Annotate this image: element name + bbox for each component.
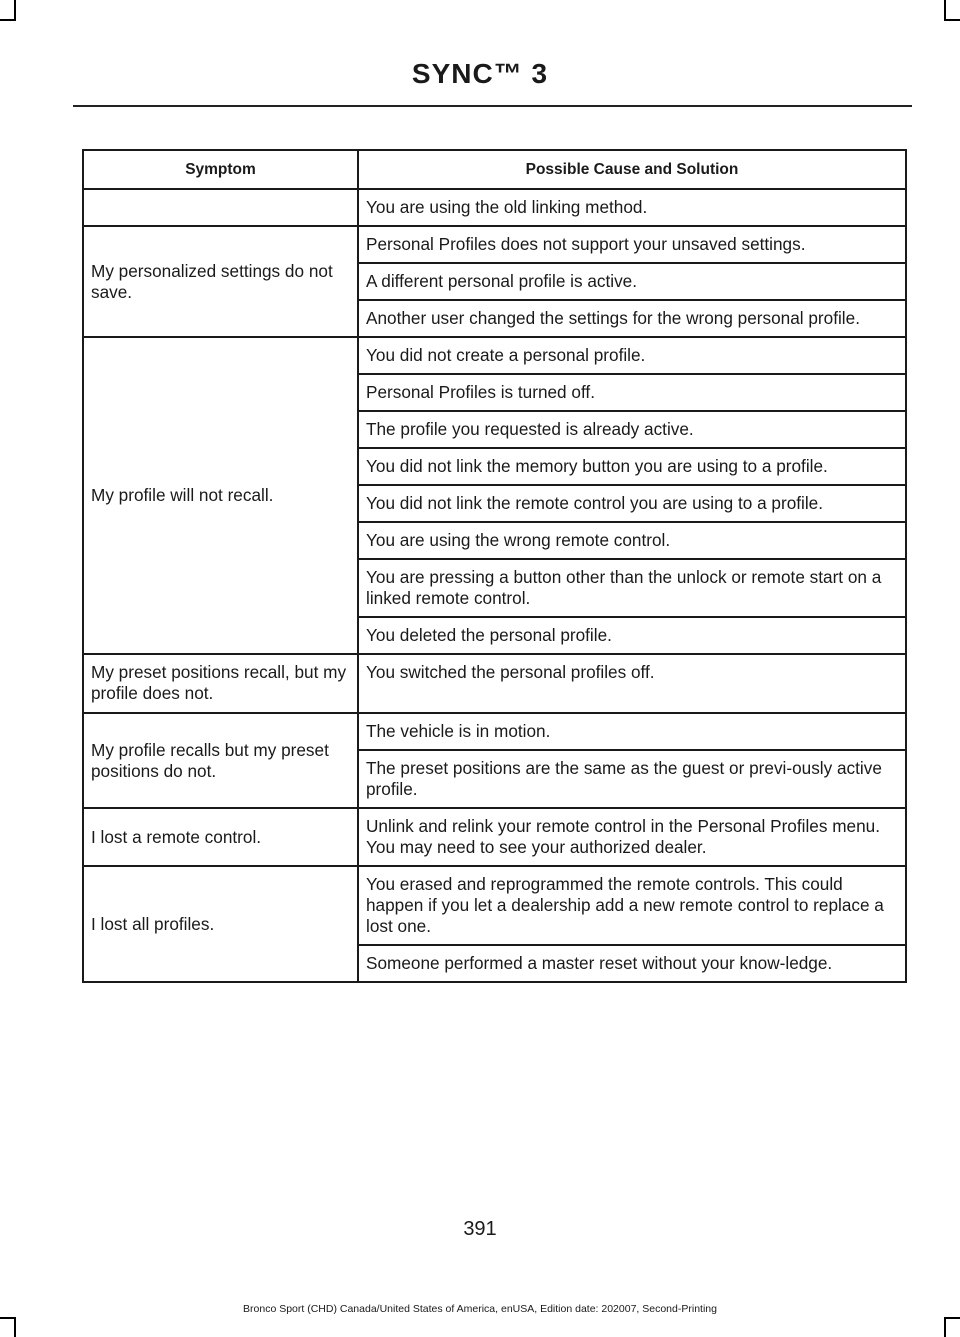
symptom-cell: I lost all profiles. <box>83 866 358 982</box>
cause-cell: Personal Profiles is turned off. <box>358 374 906 411</box>
table-row <box>83 713 906 750</box>
cause-cell: You are using the old linking method. <box>358 189 906 226</box>
column-header-cause: Possible Cause and Solution <box>358 150 906 189</box>
page-number: 391 <box>463 1218 497 1240</box>
crop-mark <box>944 0 946 20</box>
cause-cell: You erased and reprogrammed the remote controls. This could happen if you let a dealership add a new remote control to replace a lost one. <box>358 866 906 945</box>
cause-cell: You are pressing a button other than the unlock or remote start on a linked remote control. <box>358 559 906 617</box>
crop-mark <box>944 19 960 21</box>
table-header-row <box>83 150 906 189</box>
table-row <box>83 654 906 713</box>
cause-cell: The preset positions are the same as the guest or previ-ously active profile. <box>358 750 906 808</box>
cause-cell: You switched the personal profiles off. <box>358 654 906 713</box>
cause-cell: Personal Profiles does not support your unsaved settings. <box>358 226 906 263</box>
troubleshooting-table <box>82 149 907 983</box>
cause-cell: Another user changed the settings for the wrong personal profile. <box>358 300 906 337</box>
column-header-symptom: Symptom <box>83 150 358 189</box>
cause-cell: The vehicle is in motion. <box>358 713 906 750</box>
cause-cell: You did not link the remote control you are using to a profile. <box>358 485 906 522</box>
symptom-cell: My personalized settings do not save. <box>83 226 358 337</box>
crop-mark <box>14 0 16 20</box>
page-title: SYNC™ 3 <box>411 58 549 89</box>
cause-cell: The profile you requested is already active. <box>358 411 906 448</box>
cause-cell: You deleted the personal profile. <box>358 617 906 654</box>
cause-cell: Unlink and relink your remote control in the Personal Profiles menu. You may need to see your authorized dealer. <box>358 808 906 866</box>
symptom-cell: I lost a remote control. <box>83 808 358 866</box>
cause-cell: You did not link the memory button you are using to a profile. <box>358 448 906 485</box>
crop-mark <box>0 1317 16 1319</box>
table-row <box>83 866 906 945</box>
symptom-cell: My profile recalls but my preset positions do not. <box>83 713 358 808</box>
crop-mark <box>14 1317 16 1337</box>
table-row <box>83 226 906 263</box>
crop-mark <box>944 1317 960 1319</box>
table-row <box>83 337 906 374</box>
crop-mark <box>944 1317 946 1337</box>
header-divider <box>73 105 912 107</box>
cause-cell: You did not create a personal profile. <box>358 337 906 374</box>
cause-cell: You are using the wrong remote control. <box>358 522 906 559</box>
cause-cell: A different personal profile is active. <box>358 263 906 300</box>
symptom-cell: My preset positions recall, but my profile does not. <box>83 654 358 713</box>
cause-cell: Someone performed a master reset without your know-ledge. <box>358 945 906 982</box>
crop-mark <box>0 19 16 21</box>
symptom-cell <box>83 189 358 226</box>
footer-edition-text: Bronco Sport (CHD) Canada/United States of America, enUSA, Edition date: 202007, Second-Printing <box>243 1303 717 1315</box>
symptom-cell: My profile will not recall. <box>83 337 358 654</box>
table-row <box>83 808 906 866</box>
table-row <box>83 189 906 226</box>
